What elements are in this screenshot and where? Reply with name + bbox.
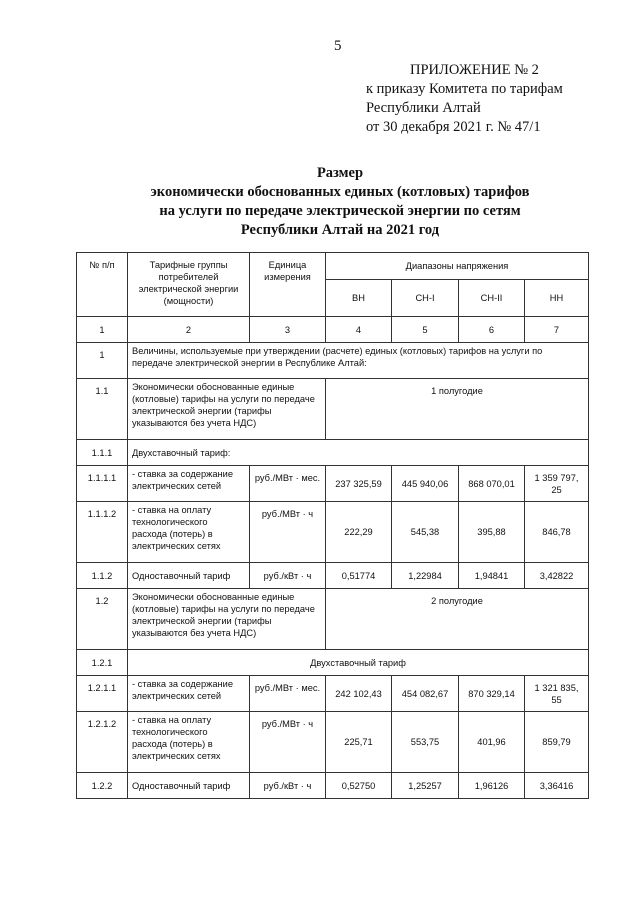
row-num: 1 xyxy=(77,343,128,379)
value-sn2: 868 070,01 xyxy=(459,466,525,502)
row-num: 1.1 xyxy=(77,379,128,440)
header-group: Тарифные группы потребителей электрической энергии (мощности) xyxy=(128,253,250,317)
value-sn1: 1,22984 xyxy=(392,563,459,589)
value-sn2: 870 329,14 xyxy=(459,676,525,712)
appendix-date: от 30 декабря 2021 г. № 47/1 xyxy=(366,119,541,135)
row-text: Двухставочный тариф xyxy=(128,650,589,676)
tariff-table xyxy=(76,252,589,799)
row-text: Одноставочный тариф xyxy=(128,563,250,589)
row-num: 1.2.1.1 xyxy=(77,676,128,712)
table-row xyxy=(77,676,589,712)
title-line-4: Республики Алтай на 2021 год xyxy=(240,222,440,238)
col-number: 6 xyxy=(459,317,525,343)
row-text: - ставка на оплату технологического расхода (потерь) в электрических сетях xyxy=(128,712,250,773)
row-text: Одноставочный тариф xyxy=(128,773,250,799)
header-row xyxy=(77,253,589,280)
row-text: Экономически обоснованные единые (котловые) тарифы на услуги по передаче электрической энергии (тарифы указываются без учета НДС) xyxy=(128,379,326,440)
value-sn2: 1,94841 xyxy=(459,563,525,589)
row-num: 1.1.2 xyxy=(77,563,128,589)
table-row xyxy=(77,650,589,676)
value-sn1: 454 082,67 xyxy=(392,676,459,712)
page-number: 5 xyxy=(334,38,342,54)
row-num: 1.2.1 xyxy=(77,650,128,676)
table-row xyxy=(77,589,589,650)
row-unit: руб./МВт · ч xyxy=(250,502,326,563)
value-nn: 3,42822 xyxy=(525,563,589,589)
header-num: № п/п xyxy=(77,253,128,317)
value-vn: 222,29 xyxy=(326,502,392,563)
col-number: 7 xyxy=(525,317,589,343)
table-row xyxy=(77,440,589,466)
header-vn: ВН xyxy=(326,280,392,317)
row-text: Экономически обоснованные единые (котловые) тарифы на услуги по передаче электрической энергии (тарифы указываются без учета НДС) xyxy=(128,589,326,650)
row-num: 1.1.1.1 xyxy=(77,466,128,502)
value-sn1: 1,25257 xyxy=(392,773,459,799)
row-num: 1.2.2 xyxy=(77,773,128,799)
header-nn: НН xyxy=(525,280,589,317)
row-num: 1.2 xyxy=(77,589,128,650)
value-sn1: 445 940,06 xyxy=(392,466,459,502)
row-unit: руб./МВт · мес. xyxy=(250,466,326,502)
value-nn: 859,79 xyxy=(525,712,589,773)
row-unit: руб./МВт · мес. xyxy=(250,676,326,712)
row-unit: руб./кВт · ч xyxy=(250,773,326,799)
value-sn2: 1,96126 xyxy=(459,773,525,799)
col-number: 3 xyxy=(250,317,326,343)
header-sn2: СН-II xyxy=(459,280,525,317)
value-vn: 242 102,43 xyxy=(326,676,392,712)
period-label: 1 полугодие xyxy=(326,379,589,440)
value-nn: 3,36416 xyxy=(525,773,589,799)
col-number: 4 xyxy=(326,317,392,343)
table-row xyxy=(77,502,589,563)
column-numbers-row xyxy=(77,317,589,343)
value-vn: 0,52750 xyxy=(326,773,392,799)
row-num: 1.1.1.2 xyxy=(77,502,128,563)
row-unit: руб./МВт · ч xyxy=(250,712,326,773)
table-row xyxy=(77,466,589,502)
row-text: Величины, используемые при утверждении (расчете) единых (котловых) тарифов на услуги по передаче электрической энергии в Республике Алтай: xyxy=(128,343,589,379)
header-ranges: Диапазоны напряжения xyxy=(326,253,589,280)
row-unit: руб./кВт · ч xyxy=(250,563,326,589)
value-sn2: 401,96 xyxy=(459,712,525,773)
row-num: 1.2.1.2 xyxy=(77,712,128,773)
title-line-1: Размер xyxy=(316,165,364,181)
table-row xyxy=(77,563,589,589)
title-line-3: на услуги по передаче электрической энергии по сетям xyxy=(159,203,521,219)
col-number: 5 xyxy=(392,317,459,343)
appendix-header xyxy=(366,61,563,137)
value-vn: 225,71 xyxy=(326,712,392,773)
table-row xyxy=(77,712,589,773)
table-row xyxy=(77,379,589,440)
value-sn1: 545,38 xyxy=(392,502,459,563)
header-sn1: СН-I xyxy=(392,280,459,317)
value-nn: 846,78 xyxy=(525,502,589,563)
row-text: - ставка за содержание электрических сетей xyxy=(128,676,250,712)
value-vn: 0,51774 xyxy=(326,563,392,589)
value-nn: 1 321 835, 55 xyxy=(525,676,589,712)
period-label: 2 полугодие xyxy=(326,589,589,650)
document-title xyxy=(60,164,620,240)
row-num: 1.1.1 xyxy=(77,440,128,466)
header-unit: Единица измерения xyxy=(250,253,326,317)
value-vn: 237 325,59 xyxy=(326,466,392,502)
col-number: 1 xyxy=(77,317,128,343)
appendix-title: ПРИЛОЖЕНИЕ № 2 xyxy=(410,62,539,78)
title-line-2: экономически обоснованных единых (котловых) тарифов xyxy=(150,184,530,200)
table-row xyxy=(77,343,589,379)
col-number: 2 xyxy=(128,317,250,343)
value-sn1: 553,75 xyxy=(392,712,459,773)
row-text: Двухставочный тариф: xyxy=(128,440,589,466)
table-row xyxy=(77,773,589,799)
value-nn: 1 359 797, 25 xyxy=(525,466,589,502)
appendix-order-ref: к приказу Комитета по тарифам xyxy=(366,81,563,97)
value-sn2: 395,88 xyxy=(459,502,525,563)
row-text: - ставка на оплату технологического расхода (потерь) в электрических сетях xyxy=(128,502,250,563)
row-text: - ставка за содержание электрических сетей xyxy=(128,466,250,502)
appendix-region: Республики Алтай xyxy=(366,100,481,116)
